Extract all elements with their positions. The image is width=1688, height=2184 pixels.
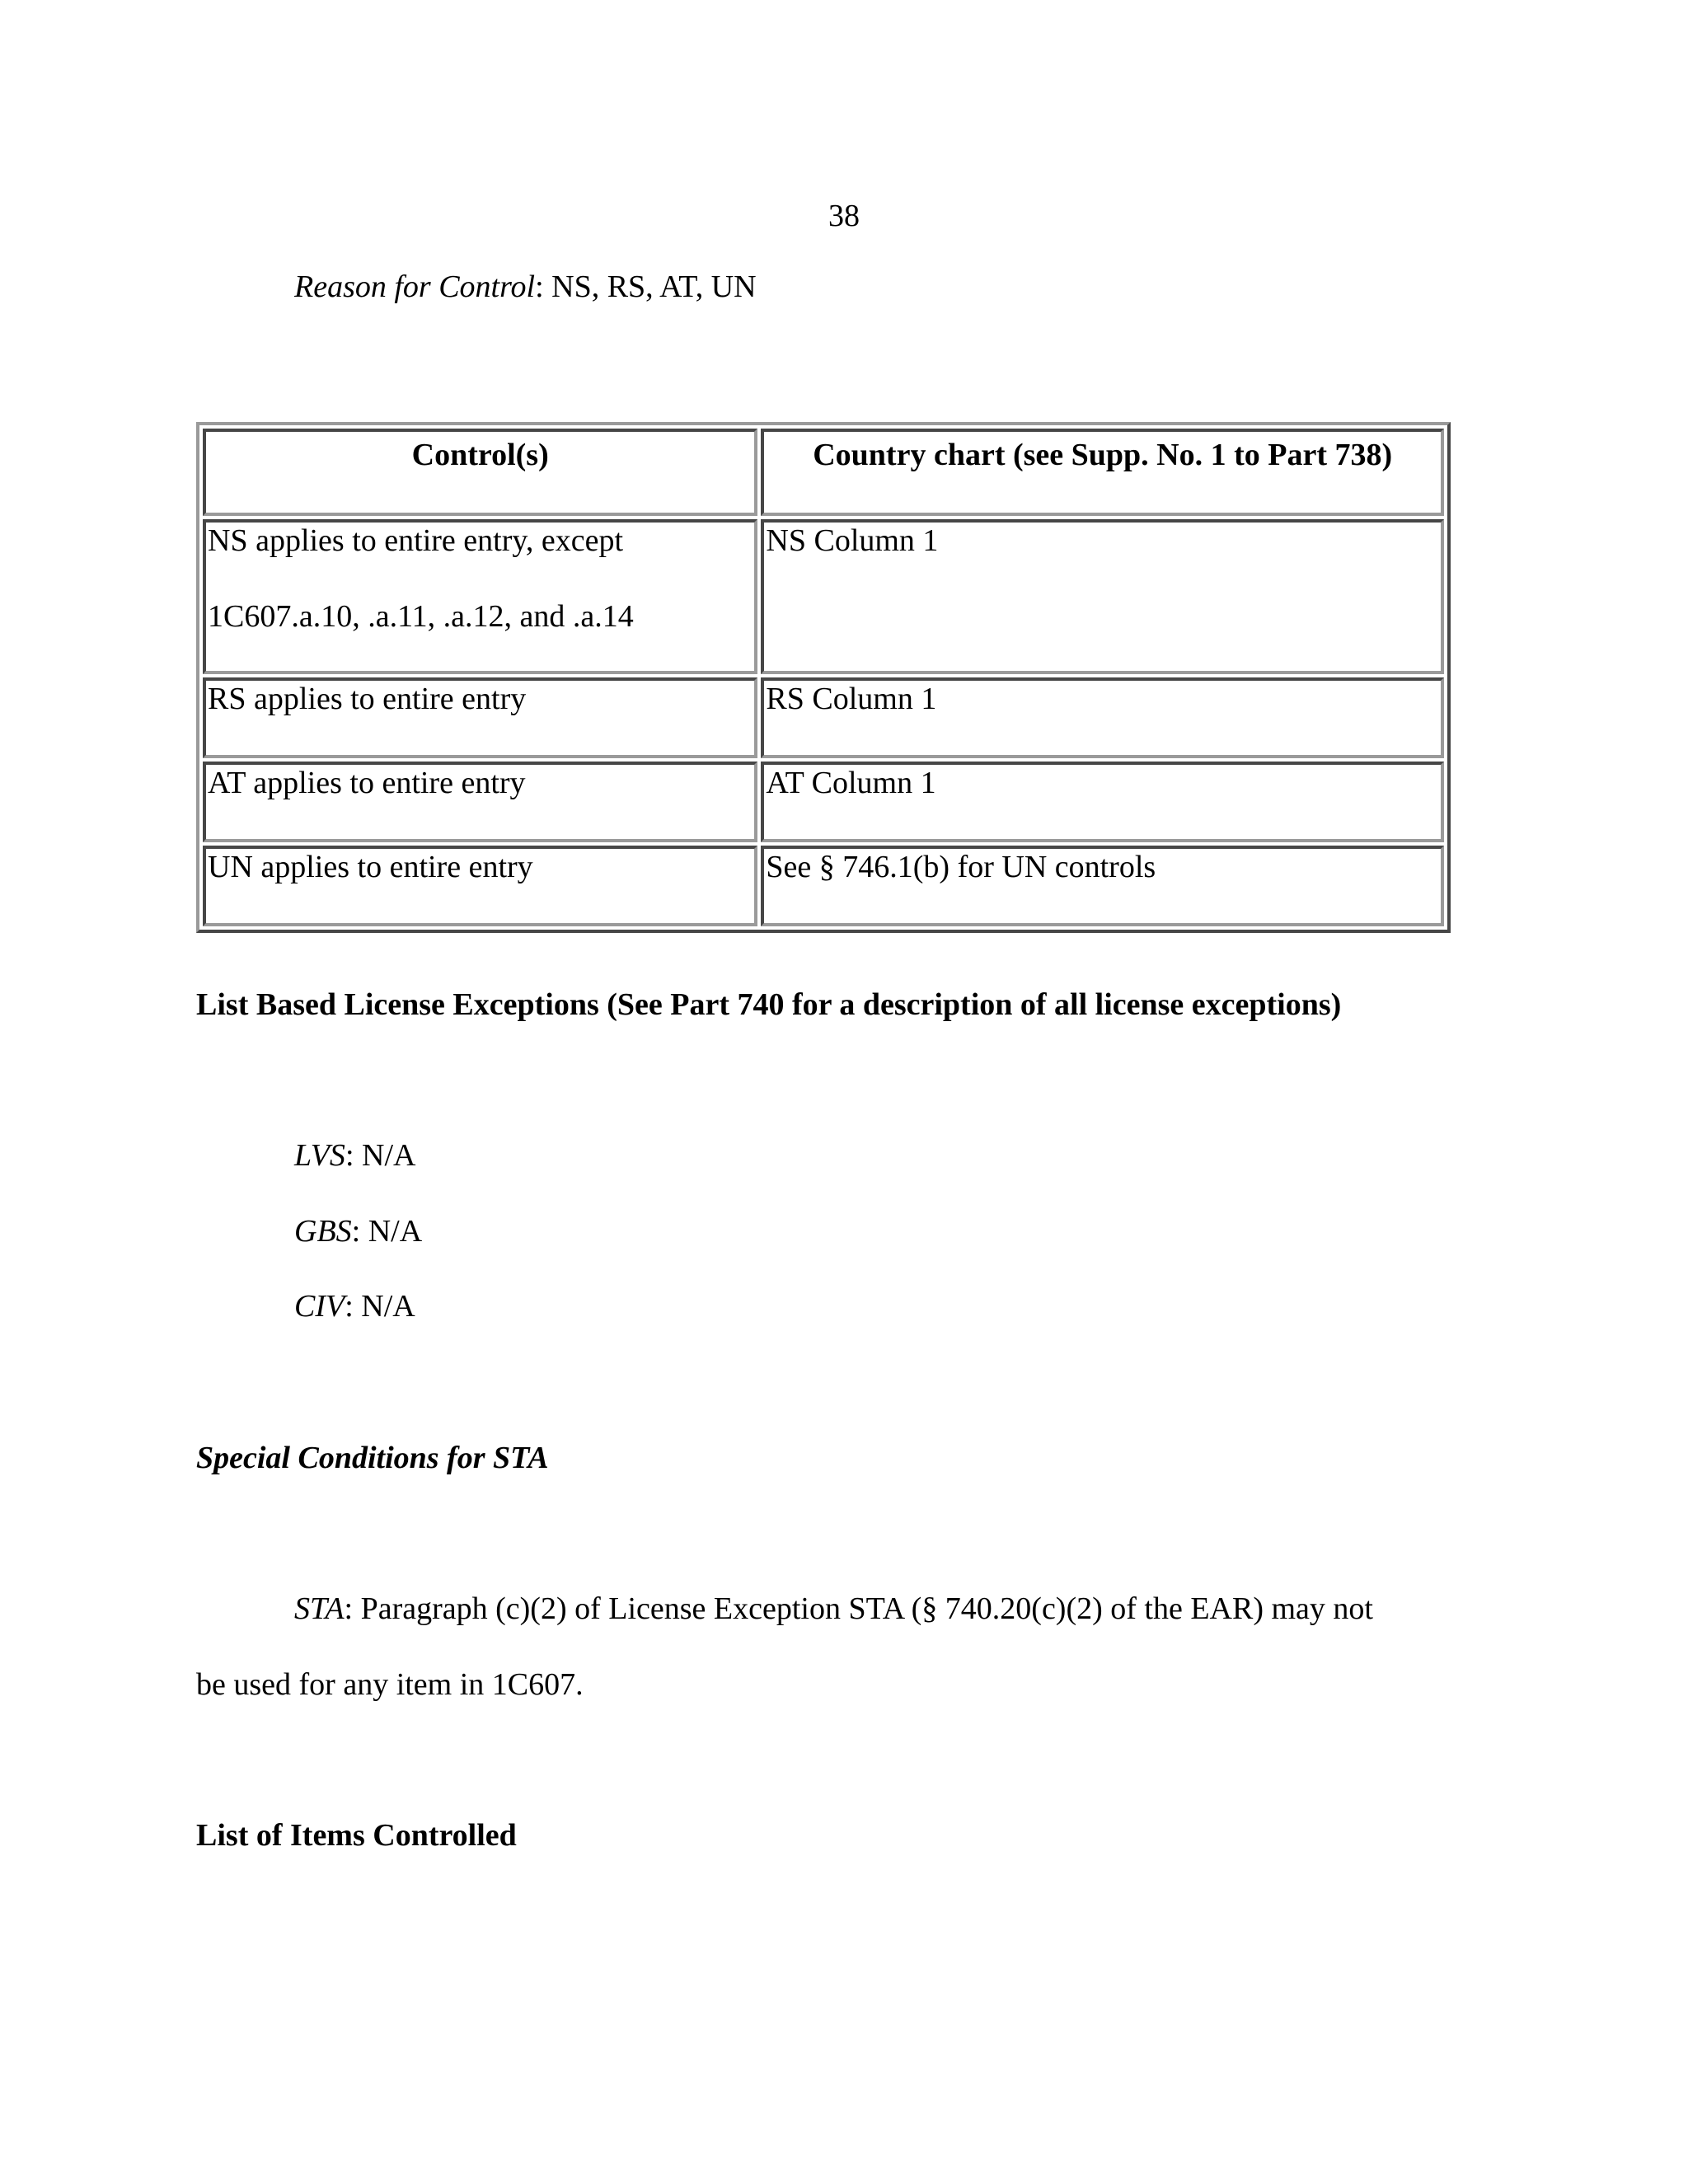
table-header-row [203, 429, 1444, 516]
table-row [203, 762, 1444, 842]
chart-cell: See § 746.1(b) for UN controls [761, 846, 1444, 926]
chart-cell: AT Column 1 [761, 762, 1444, 842]
table-row [203, 519, 1444, 674]
sta-paragraph-line2: be used for any item in 1C607. [196, 1667, 584, 1702]
sta-text: : Paragraph (c)(2) of License Exception STA (§ 740.20(c)(2) of the EAR) may not [344, 1591, 1373, 1626]
header-country-chart: Country chart (see Supp. No. 1 to Part 738) [761, 429, 1444, 516]
exception-label: GBS [294, 1214, 352, 1249]
control-cell [203, 677, 757, 758]
controls-table [196, 422, 1451, 933]
exception-value: : N/A [351, 1214, 423, 1249]
list-items-heading: List of Items Controlled [196, 1818, 517, 1853]
control-text: UN applies to entire entry [208, 850, 533, 884]
control-cell [203, 519, 757, 674]
chart-cell: NS Column 1 [761, 519, 1444, 674]
table-row [203, 846, 1444, 926]
exception-civ [294, 1288, 415, 1324]
exception-label: LVS [294, 1138, 345, 1173]
sta-paragraph-line1 [294, 1591, 1373, 1627]
control-cell [203, 762, 757, 842]
control-text: AT applies to entire entry [208, 766, 526, 800]
exception-gbs [294, 1213, 422, 1249]
control-text: RS applies to entire entry [208, 682, 527, 716]
list-based-heading: List Based License Exceptions (See Part 740 for a description of all license exceptions) [196, 987, 1342, 1022]
control-text: NS applies to entire entry, except [208, 523, 624, 558]
control-cell [203, 846, 757, 926]
exception-value: : N/A [345, 1138, 416, 1173]
header-controls: Control(s) [203, 429, 757, 516]
reason-for-control [294, 269, 757, 305]
reason-for-control-label: Reason for Control [294, 269, 536, 304]
page-number: 38 [828, 199, 860, 233]
special-conditions-heading: Special Conditions for STA [196, 1441, 549, 1475]
control-text: 1C607.a.10, .a.11, .a.12, and .a.14 [208, 599, 634, 634]
exception-label: CIV [294, 1289, 345, 1324]
sta-label: STA [294, 1591, 345, 1626]
chart-cell: RS Column 1 [761, 677, 1444, 758]
table-row [203, 677, 1444, 758]
exception-lvs [294, 1137, 415, 1174]
exception-value: : N/A [345, 1289, 415, 1324]
reason-for-control-value: : NS, RS, AT, UN [535, 269, 757, 304]
